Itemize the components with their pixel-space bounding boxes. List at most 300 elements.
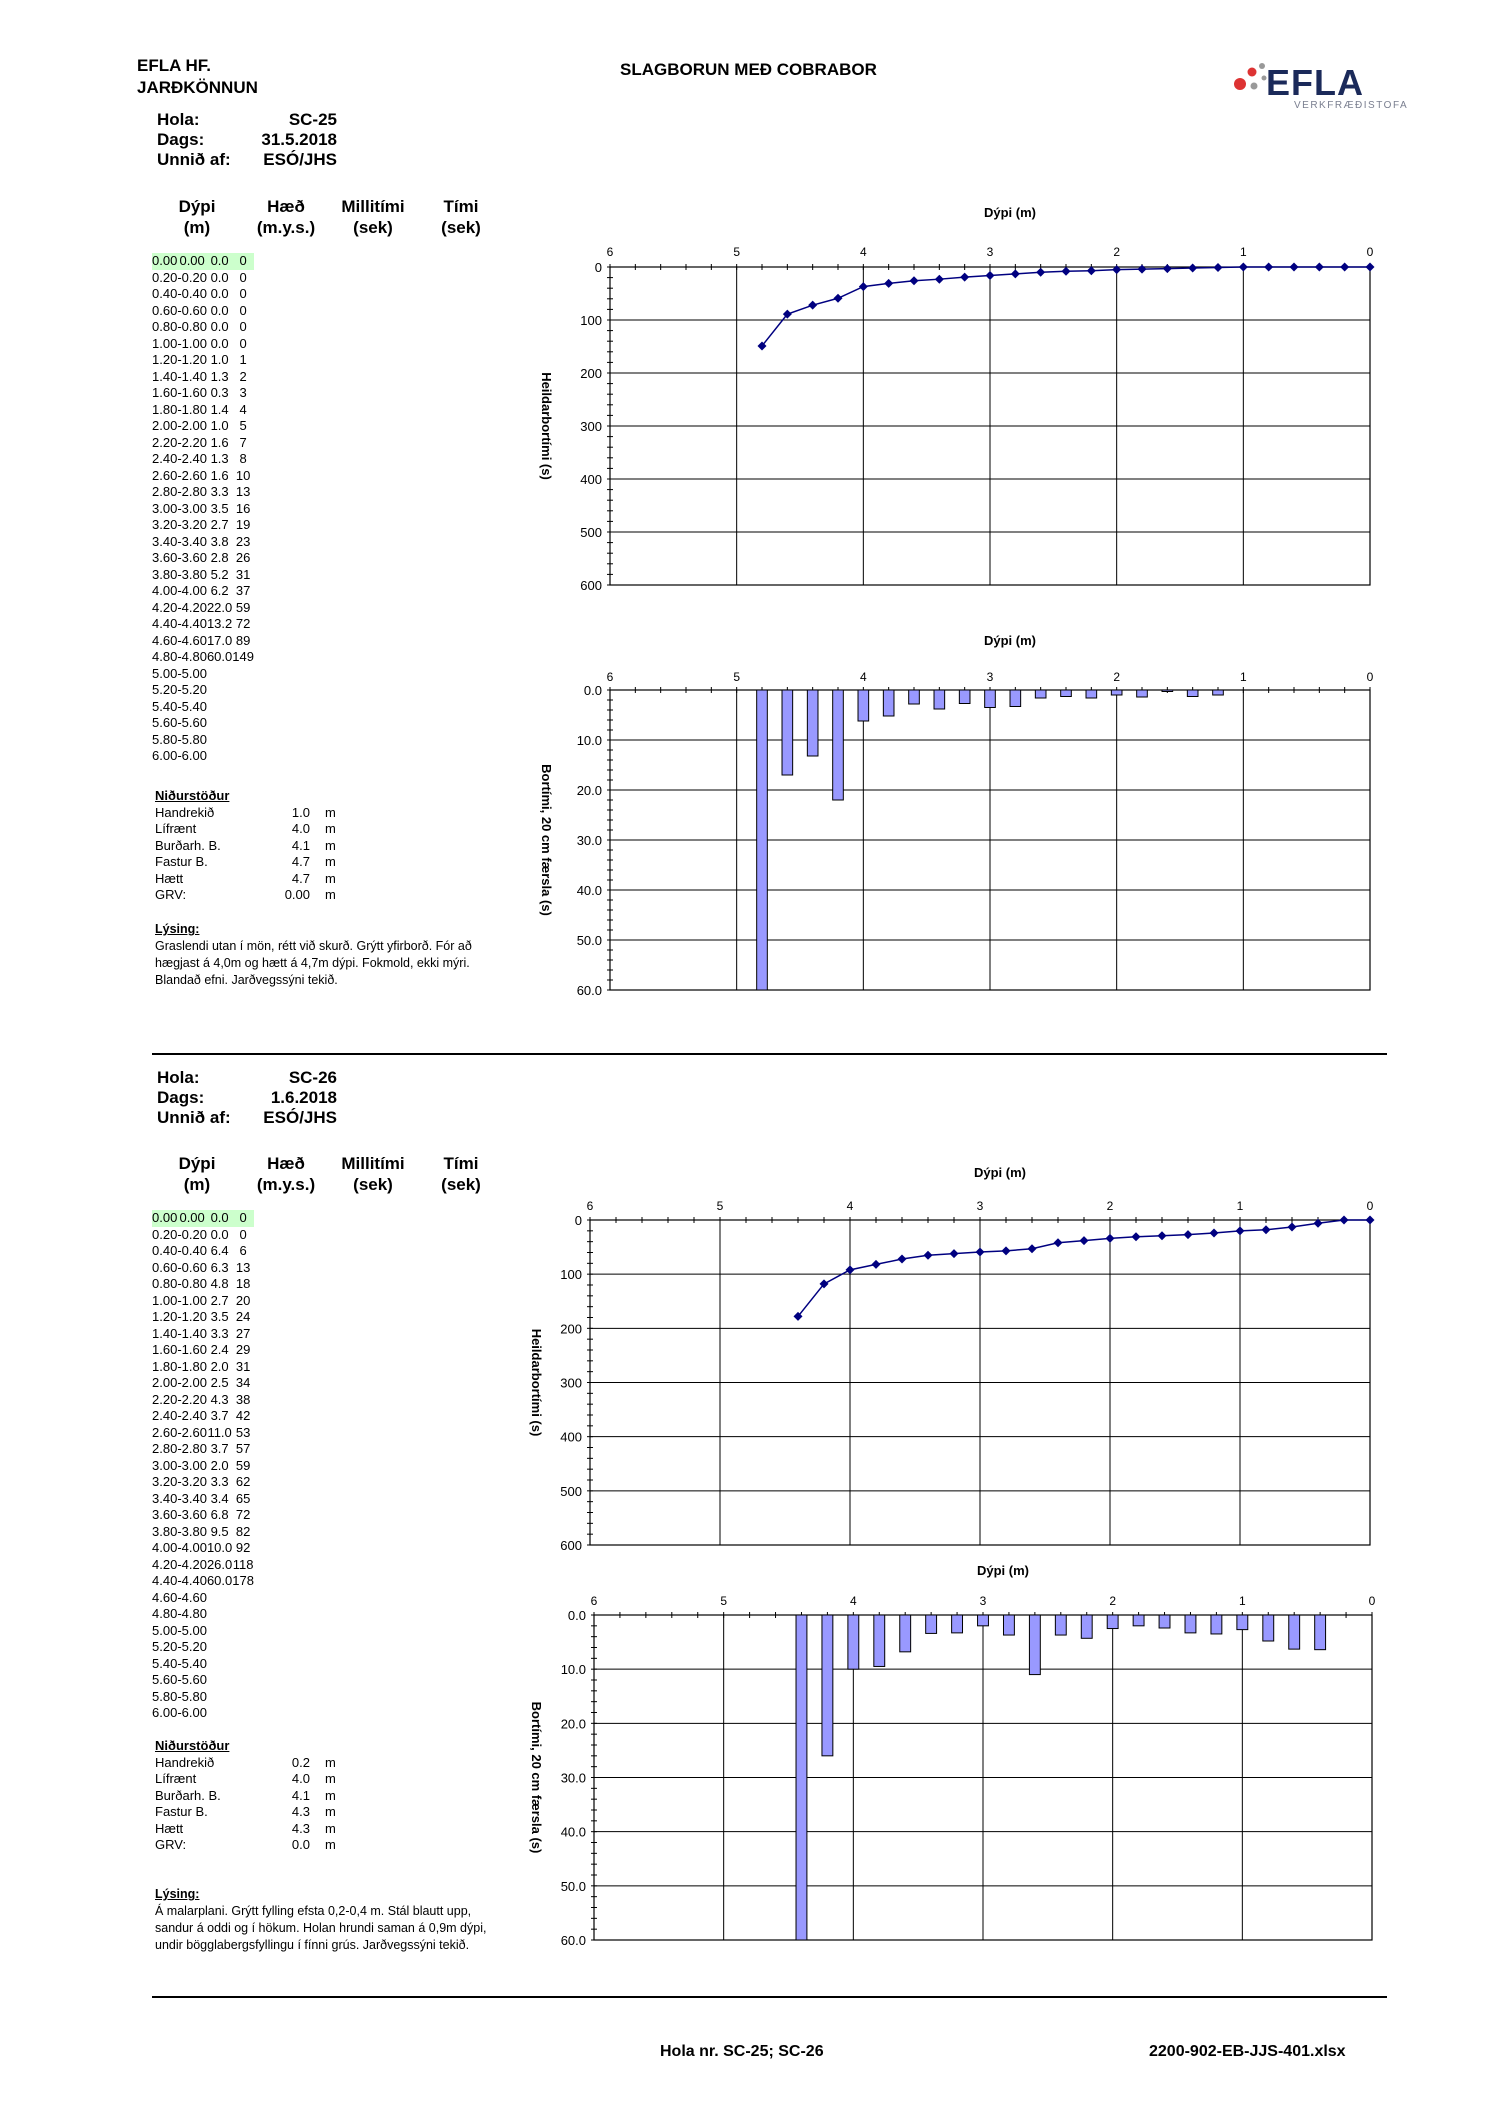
cell-depth: 0.60 xyxy=(152,1259,178,1275)
cell-time: 92 xyxy=(235,1540,251,1555)
data-point xyxy=(808,301,817,310)
cell-height: -5.60 xyxy=(177,715,207,730)
cell-height: -4.40 xyxy=(177,1573,207,1588)
cell-depth: 4.20 xyxy=(152,1556,178,1572)
table-row xyxy=(152,369,254,386)
cell-interval: 1.3 xyxy=(210,451,229,466)
chart-title: Dýpi (m) xyxy=(984,633,1036,648)
cell-depth: 2.00 xyxy=(152,1375,178,1390)
cell-time: 178 xyxy=(232,1573,254,1588)
data-point xyxy=(960,273,969,282)
cell-height: -6.00 xyxy=(177,1705,207,1720)
cell-depth: 5.80 xyxy=(152,731,178,747)
cell-interval xyxy=(207,1623,232,1640)
cell-depth: 2.80 xyxy=(152,1441,178,1456)
table-row xyxy=(152,468,254,485)
result-row xyxy=(155,821,375,838)
cell-depth: 2.40 xyxy=(152,451,178,466)
x-tick-label: 1 xyxy=(1239,670,1247,684)
logo-dots-icon xyxy=(1228,58,1268,98)
cell-interval: 22.0 xyxy=(206,599,233,615)
cell-depth: 6.00 xyxy=(152,748,178,763)
y-tick-label: 0 xyxy=(594,260,602,275)
cell-height: -2.40 xyxy=(177,1408,207,1423)
cell-time xyxy=(232,1672,254,1689)
cell-time xyxy=(232,1639,254,1656)
data-point xyxy=(1054,1238,1063,1247)
cell-depth: 3.00 xyxy=(152,500,178,516)
data-bar xyxy=(822,1615,833,1756)
cell-time: 59 xyxy=(235,1457,251,1473)
cell-height: -0.40 xyxy=(177,1243,207,1258)
result-row xyxy=(155,1771,375,1788)
data-point xyxy=(1262,1225,1271,1234)
y-tick-label: 0.0 xyxy=(583,683,602,698)
column-header-unit: (m.y.s.) xyxy=(256,1175,316,1194)
table-row xyxy=(152,352,254,369)
cell-depth: 5.40 xyxy=(152,1655,178,1671)
cell-depth: 5.20 xyxy=(152,1639,178,1654)
cell-depth: 4.20 xyxy=(152,599,178,615)
result-unit: m xyxy=(325,804,336,820)
data-point xyxy=(859,282,868,291)
table-row xyxy=(152,517,254,534)
cell-interval: 4.3 xyxy=(210,1391,229,1407)
cell-interval: 2.0 xyxy=(210,1457,229,1473)
data-point xyxy=(1028,1244,1037,1253)
table-row xyxy=(152,418,254,435)
y-tick-label: 60.0 xyxy=(560,1933,586,1948)
data-point xyxy=(1138,265,1147,274)
cell-height: -4.00 xyxy=(177,583,207,598)
table-row xyxy=(152,1227,254,1244)
cell-time: 16 xyxy=(235,500,251,516)
cell-time xyxy=(232,748,254,765)
cell-time: 29 xyxy=(235,1342,251,1357)
data-point xyxy=(1002,1246,1011,1255)
result-value: 4.0 xyxy=(291,1771,310,1786)
cell-height: -3.60 xyxy=(177,1507,207,1522)
cell-interval: 6.8 xyxy=(210,1507,229,1522)
cell-depth: 2.60 xyxy=(152,467,178,483)
y-axis-label: Heildarbortími (s) xyxy=(539,372,554,480)
cell-height: -2.00 xyxy=(177,1375,207,1390)
cell-interval: 1.0 xyxy=(210,352,229,367)
table-row xyxy=(152,1260,254,1277)
result-key: Hætt xyxy=(155,870,184,886)
table-row xyxy=(152,699,254,716)
unnid-label: Unnið af: xyxy=(157,1108,231,1127)
result-key: Burðarh. B. xyxy=(155,1787,221,1803)
cell-height: -2.40 xyxy=(177,451,207,466)
cell-depth: 4.00 xyxy=(152,1540,178,1555)
result-value: 4.3 xyxy=(291,1804,310,1819)
cell-depth: 0.20 xyxy=(152,1226,178,1242)
table-row xyxy=(152,1606,254,1623)
cell-height: -1.00 xyxy=(177,1292,207,1308)
cell-interval: 3.4 xyxy=(210,1490,229,1506)
cell-interval xyxy=(207,1689,232,1706)
data-bar xyxy=(1159,1615,1170,1628)
cell-time: 0 xyxy=(239,319,247,334)
column-header-unit: (sek) xyxy=(441,218,481,237)
cell-depth: 4.40 xyxy=(152,616,178,631)
data-bar xyxy=(1111,690,1122,695)
cell-time: 6 xyxy=(239,1243,247,1258)
cell-time xyxy=(232,666,254,683)
cell-interval: 9.5 xyxy=(210,1523,229,1539)
data-point xyxy=(986,271,995,280)
cell-time: 0 xyxy=(239,1226,247,1242)
table-row xyxy=(152,633,254,650)
cell-depth: 1.80 xyxy=(152,401,178,417)
column-header-title: Hæð xyxy=(267,1154,305,1173)
data-point xyxy=(846,1265,855,1274)
data-point xyxy=(1290,263,1299,272)
cell-time xyxy=(232,715,254,732)
cell-height: -0.40 xyxy=(177,286,207,301)
result-value: 0.0 xyxy=(291,1837,310,1852)
results-block xyxy=(155,1738,375,1854)
results-header: Niðurstöður xyxy=(155,1738,230,1753)
cell-height: -3.40 xyxy=(177,1490,207,1506)
table-row xyxy=(152,435,254,452)
cell-depth: 4.60 xyxy=(152,1589,178,1605)
cell-height: -1.20 xyxy=(177,1309,207,1324)
cell-height: -2.20 xyxy=(177,1391,207,1407)
x-tick-label: 5 xyxy=(733,670,741,684)
data-point xyxy=(1132,1232,1141,1241)
cell-time xyxy=(232,1689,254,1706)
cell-time: 57 xyxy=(235,1441,251,1456)
result-value: 4.7 xyxy=(291,870,310,886)
cell-time: 19 xyxy=(235,517,251,532)
data-bar xyxy=(959,690,970,704)
cell-time xyxy=(232,1606,254,1623)
table-row xyxy=(152,451,254,468)
description-text: Graslendi utan í mön, rétt við skurð. Grýtt yfirborð. Fór að hægjast á 4,0m og hætt á 4,7m dýpi. Fokmold, ekki mýri. Blandað efni. Jarðvegssýni tekið. xyxy=(155,939,472,987)
cell-height: -5.60 xyxy=(177,1672,207,1687)
cell-depth: 1.20 xyxy=(152,1309,178,1324)
description-text: Á malarplani. Grýtt fylling efsta 0,2-0,4 m. Stál blautt upp, sandur á oddi og í hökum. Holan hrundi saman á 0,9m dýpi, undir bögglabergsfyllingu í fínni grús. Jarðvegssýni tekið. xyxy=(155,1904,487,1952)
x-tick-label: 4 xyxy=(846,1199,854,1213)
y-tick-label: 10.0 xyxy=(560,1662,586,1678)
cell-height: -3.80 xyxy=(177,1523,207,1539)
cell-time: 0 xyxy=(232,253,254,270)
column-header-unit: (m.y.s.) xyxy=(256,218,316,237)
cell-time xyxy=(232,1656,254,1673)
footer-divider xyxy=(152,1996,1387,1998)
cell-depth: 2.80 xyxy=(152,484,178,499)
cell-time: 89 xyxy=(235,632,251,648)
cell-height: -4.80 xyxy=(177,649,207,664)
cell-depth: 3.00 xyxy=(152,1457,178,1473)
cell-time: 62 xyxy=(235,1474,251,1489)
data-bar xyxy=(757,690,768,990)
cell-depth: 1.40 xyxy=(152,1325,178,1341)
y-tick-label: 30.0 xyxy=(560,1770,586,1786)
x-tick-label: 3 xyxy=(986,670,994,684)
data-point xyxy=(1340,1216,1349,1225)
cell-interval: 0.0 xyxy=(210,1226,229,1242)
cell-time: 18 xyxy=(235,1276,251,1291)
cell-height: -5.20 xyxy=(177,682,207,697)
cell-time: 24 xyxy=(235,1309,251,1324)
hole-info xyxy=(157,1068,337,1128)
table-row xyxy=(152,534,254,551)
data-point xyxy=(1236,1226,1245,1235)
y-tick-label: 60.0 xyxy=(576,983,602,998)
cell-interval: 0.0 xyxy=(210,302,229,318)
cell-height: -5.80 xyxy=(177,731,207,747)
cell-height: -0.20 xyxy=(177,269,207,285)
cell-interval: 3.3 xyxy=(210,484,229,499)
cell-interval: 2.7 xyxy=(210,1292,229,1308)
cell-time: 4 xyxy=(239,401,247,417)
x-tick-label: 0 xyxy=(1368,1594,1376,1608)
cell-depth: 4.60 xyxy=(152,632,178,648)
data-bar xyxy=(1107,1615,1118,1629)
cell-interval: 0.0 xyxy=(210,269,229,285)
cell-interval: 2.7 xyxy=(210,517,229,532)
x-tick-label: 0 xyxy=(1366,1199,1374,1213)
interval-time-chart-sc26 xyxy=(510,1555,1380,1955)
table-row xyxy=(152,319,254,336)
cell-interval: 1.4 xyxy=(210,401,229,417)
cell-height: -2.60 xyxy=(177,467,207,483)
result-value: 1.0 xyxy=(291,804,310,820)
cell-interval: 1.6 xyxy=(210,467,229,483)
cell-interval: 13.2 xyxy=(206,616,233,631)
cell-height: -4.40 xyxy=(177,616,207,631)
cell-height: -4.20 xyxy=(177,599,207,615)
cell-time: 42 xyxy=(235,1408,251,1423)
data-point xyxy=(1210,1229,1219,1238)
series-line xyxy=(798,1220,1370,1316)
data-bar xyxy=(926,1615,937,1633)
result-key: Burðarh. B. xyxy=(155,837,221,853)
data-bar xyxy=(1133,1615,1144,1626)
cell-depth: 3.60 xyxy=(152,550,178,565)
data-point xyxy=(898,1255,907,1264)
table-row xyxy=(152,1507,254,1524)
column-header-unit: (m) xyxy=(183,218,211,237)
table-row xyxy=(152,1623,254,1640)
cell-height: -0.80 xyxy=(177,1276,207,1291)
company-dept: JARÐKÖNNUN xyxy=(137,78,258,97)
x-tick-label: 1 xyxy=(1239,245,1247,259)
dags-value: 31.5.2018 xyxy=(261,130,337,149)
column-header-title: Millitími xyxy=(341,1154,405,1173)
table-row xyxy=(152,715,254,732)
data-point xyxy=(872,1260,881,1269)
cell-depth: 1.40 xyxy=(152,368,178,384)
cell-time: 59 xyxy=(235,599,251,615)
data-bar xyxy=(978,1615,989,1626)
data-point xyxy=(1062,267,1071,276)
table-row xyxy=(152,1392,254,1409)
x-tick-label: 1 xyxy=(1236,1199,1244,1213)
x-tick-label: 0 xyxy=(1366,670,1374,684)
table-row xyxy=(152,666,254,683)
cell-time: 2 xyxy=(239,368,247,384)
hola-label: Hola: xyxy=(157,1068,200,1087)
data-bar xyxy=(1086,690,1097,698)
x-tick-label: 3 xyxy=(979,1594,987,1608)
series-line xyxy=(762,267,1370,346)
cell-interval: 6.2 xyxy=(210,583,229,598)
cumulative-time-chart-sc25 xyxy=(520,200,1380,600)
cell-depth: 3.20 xyxy=(152,517,178,532)
cell-time xyxy=(232,1705,254,1722)
cell-height: -3.00 xyxy=(177,1457,207,1473)
data-bar xyxy=(934,690,945,709)
x-tick-label: 3 xyxy=(976,1199,984,1213)
cell-height: -3.20 xyxy=(177,517,207,532)
y-tick-label: 0 xyxy=(574,1213,582,1228)
x-tick-label: 2 xyxy=(1113,245,1121,259)
x-tick-label: 3 xyxy=(986,245,994,259)
table-row xyxy=(152,270,254,287)
cell-interval: 10.0 xyxy=(206,1540,233,1555)
data-point xyxy=(1239,263,1248,272)
data-bar xyxy=(900,1615,911,1652)
cell-height: -0.80 xyxy=(177,319,207,334)
y-tick-label: 300 xyxy=(560,1375,582,1391)
cell-interval: 3.3 xyxy=(210,1325,229,1341)
result-unit: m xyxy=(325,887,336,902)
data-point xyxy=(950,1249,959,1258)
cell-depth: 2.20 xyxy=(152,434,178,450)
result-value: 4.7 xyxy=(291,854,310,869)
cell-time: 118 xyxy=(232,1556,254,1572)
cell-time: 0 xyxy=(239,302,247,318)
table-row xyxy=(152,1656,254,1673)
cell-depth: 0.80 xyxy=(152,1276,178,1291)
cell-interval: 0.0 xyxy=(207,1210,232,1227)
cell-height: -1.20 xyxy=(177,352,207,367)
efla-logo xyxy=(1226,58,1409,114)
y-tick-label: 600 xyxy=(560,1538,582,1553)
footer-filename: 2200-902-EB-JJS-401.xlsx xyxy=(1149,2043,1346,2060)
x-tick-label: 2 xyxy=(1109,1594,1117,1608)
column-header-unit: (sek) xyxy=(353,1175,393,1194)
data-bar xyxy=(1137,690,1148,697)
cell-depth: 0.60 xyxy=(152,302,178,318)
data-point xyxy=(884,279,893,288)
cell-depth: 5.60 xyxy=(152,715,178,730)
cell-height: -1.40 xyxy=(177,1325,207,1341)
cell-time: 26 xyxy=(235,550,251,565)
cell-depth: 4.40 xyxy=(152,1573,178,1588)
data-bar xyxy=(1211,1615,1222,1634)
cell-interval: 0.0 xyxy=(207,253,232,270)
column-header-title: Tími xyxy=(443,197,479,216)
cell-time: 7 xyxy=(239,434,247,450)
table-row xyxy=(152,1474,254,1491)
cell-interval xyxy=(207,1606,232,1623)
chart-title: Dýpi (m) xyxy=(974,1165,1026,1180)
cell-depth: 4.80 xyxy=(152,649,178,664)
cell-time: 72 xyxy=(235,616,251,631)
cell-interval: 2.8 xyxy=(210,550,229,565)
cell-interval xyxy=(207,1705,232,1722)
cell-depth: 6.00 xyxy=(152,1705,178,1720)
result-row xyxy=(155,1821,375,1838)
y-tick-label: 40.0 xyxy=(576,883,602,898)
cell-time: 0 xyxy=(239,286,247,301)
cell-height: -3.20 xyxy=(177,1474,207,1489)
x-tick-label: 5 xyxy=(716,1199,724,1213)
cell-height: -6.00 xyxy=(177,748,207,763)
cell-depth: 5.00 xyxy=(152,665,178,681)
description-block xyxy=(155,921,500,989)
result-row xyxy=(155,838,375,855)
result-row xyxy=(155,805,375,822)
data-bar xyxy=(909,690,920,704)
cell-time: 5 xyxy=(239,418,247,433)
data-bar xyxy=(1035,690,1046,698)
cell-interval xyxy=(207,666,232,683)
x-tick-label: 5 xyxy=(733,245,741,259)
cell-height: -2.80 xyxy=(177,484,207,499)
cell-height: -4.20 xyxy=(177,1556,207,1572)
cell-depth: 0.40 xyxy=(152,1243,178,1258)
cell-depth: 3.80 xyxy=(152,1523,178,1539)
result-key: Lífrænt xyxy=(155,1771,197,1786)
cell-interval: 2.4 xyxy=(210,1342,229,1357)
result-value: 0.2 xyxy=(291,1754,310,1770)
cell-depth: 1.20 xyxy=(152,352,178,367)
cell-time: 72 xyxy=(235,1507,251,1522)
cell-height: -4.80 xyxy=(177,1606,207,1621)
cell-interval: 26.0 xyxy=(206,1556,233,1572)
data-bar xyxy=(1081,1615,1092,1638)
data-bar xyxy=(1187,690,1198,697)
cell-time: 27 xyxy=(235,1325,251,1341)
cell-height: -0.20 xyxy=(177,1226,207,1242)
y-tick-label: 0.0 xyxy=(567,1608,586,1623)
data-point xyxy=(1184,1230,1193,1239)
cell-interval: 0.3 xyxy=(210,385,229,400)
data-bar xyxy=(1055,1615,1066,1635)
cell-interval: 3.5 xyxy=(210,500,229,516)
y-axis-label: Bortími, 20 cm færsla (s) xyxy=(539,764,554,916)
cell-depth: 3.40 xyxy=(152,1490,178,1506)
cell-height: -3.60 xyxy=(177,550,207,565)
table-row xyxy=(152,649,254,666)
data-bar xyxy=(874,1615,885,1666)
table-row xyxy=(152,1639,254,1656)
y-tick-label: 100 xyxy=(580,313,602,328)
cell-height: 0.00 xyxy=(177,253,207,270)
cell-height: -0.60 xyxy=(177,302,207,318)
table-row xyxy=(152,1557,254,1574)
x-tick-label: 2 xyxy=(1106,1199,1114,1213)
result-key: Fastur B. xyxy=(155,854,208,869)
data-point xyxy=(1163,264,1172,273)
column-header-title: Millitími xyxy=(341,197,405,216)
cell-height: -5.00 xyxy=(177,665,207,681)
description-header: Lýsing: xyxy=(155,1887,200,1901)
column-header-unit: (m) xyxy=(183,1175,211,1194)
cell-interval: 6.3 xyxy=(210,1259,229,1275)
table-row xyxy=(152,567,254,584)
data-bar xyxy=(1315,1615,1326,1650)
table-row xyxy=(152,1458,254,1475)
result-unit: m xyxy=(325,837,336,853)
cell-height: 0.00 xyxy=(177,1210,207,1227)
